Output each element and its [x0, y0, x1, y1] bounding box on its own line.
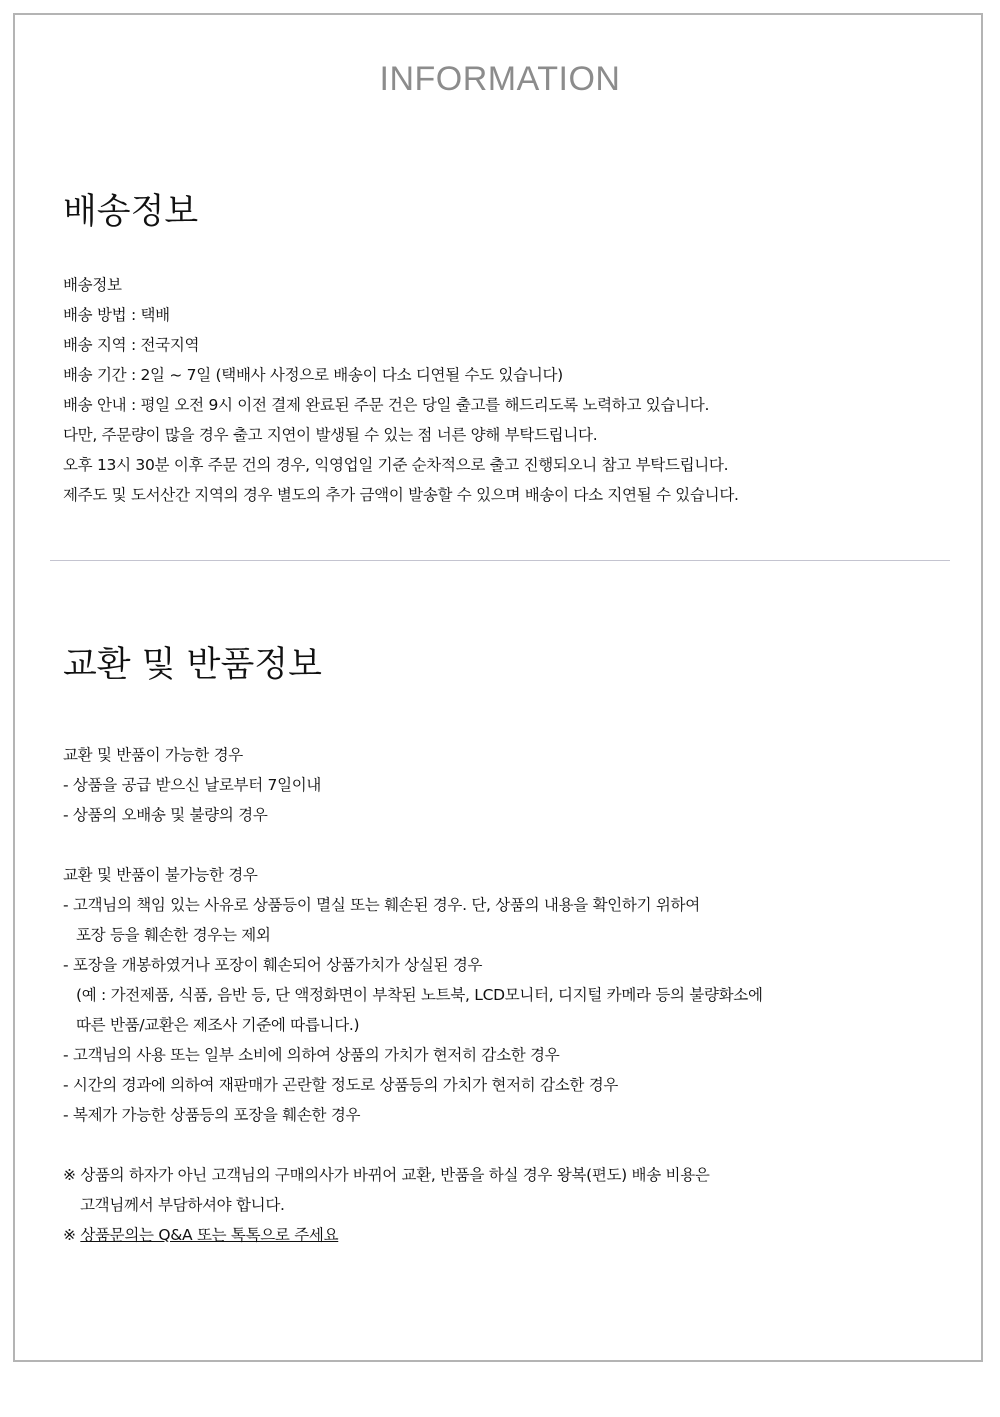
- exchange-impossible-title: 교환 및 반품이 불가능한 경우: [63, 866, 258, 884]
- list-item-continued: 따른 반품/교환은 제조사 기준에 따릅니다.): [76, 1016, 360, 1034]
- shipping-method: 배송 방법 : 택배: [63, 306, 170, 324]
- list-item: - 상품의 오배송 및 불량의 경우: [63, 806, 268, 824]
- shipping-guide: 배송 안내 : 평일 오전 9시 이전 결제 완료된 주문 건은 당일 출고를 해드리도록 노력하고 있습니다.: [63, 396, 710, 414]
- shipping-guide-delay: 다만, 주문량이 많을 경우 출고 지연이 발생될 수 있는 점 너른 양해 부탁드립니다.: [63, 426, 598, 444]
- list-item-continued: (예 : 가전제품, 식품, 음반 등, 단 액정화면이 부착된 노트북, LCD모니터, 디지털 카메라 등의 불량화소에: [76, 986, 763, 1004]
- exchange-info: [63, 740, 763, 1250]
- list-item: - 상품을 공급 받으신 날로부터 7일이내: [63, 776, 322, 794]
- list-item: - 고객님의 사용 또는 일부 소비에 의하여 상품의 가치가 현저히 감소한 경우: [63, 1046, 560, 1064]
- exchange-heading: 교환 및 반품정보: [63, 645, 322, 685]
- shipping-line: 배송정보: [63, 276, 122, 294]
- shipping-heading: 배송정보: [63, 192, 199, 232]
- list-item: - 고객님의 책임 있는 사유로 상품등이 멸실 또는 훼손된 경우. 단, 상품의 내용을 확인하기 위하여: [63, 896, 700, 914]
- note-shipping-cost: ※ 상품의 하자가 아닌 고객님의 구매의사가 바뀌어 교환, 반품을 하실 경우 왕복(편도) 배송 비용은: [63, 1166, 710, 1184]
- list-item: - 포장을 개봉하였거나 포장이 훼손되어 상품가치가 상실된 경우: [63, 956, 483, 974]
- shipping-area: 배송 지역 : 전국지역: [63, 336, 200, 354]
- exchange-possible-title: 교환 및 반품이 가능한 경우: [63, 746, 243, 764]
- shipping-guide-jeju: 제주도 및 도서산간 지역의 경우 별도의 추가 금액이 발송할 수 있으며 배송이 다소 지연될 수 있습니다.: [63, 486, 739, 504]
- list-item-continued: 포장 등을 훼손한 경우는 제외: [76, 926, 271, 944]
- note-inquiry: [63, 1220, 763, 1250]
- note-shipping-cost-continued: 고객님께서 부담하셔야 합니다.: [80, 1196, 285, 1214]
- inquiry-link[interactable]: 상품문의는 Q&A 또는 톡톡으로 주세요: [80, 1226, 339, 1244]
- page-title: INFORMATION: [379, 60, 621, 98]
- shipping-period: 배송 기간 : 2일 ~ 7일 (택배사 사정으로 배송이 다소 디연될 수도 있습니다): [63, 366, 563, 384]
- shipping-info: [63, 270, 739, 510]
- section-divider: [50, 560, 950, 561]
- note-inquiry-mark: ※: [63, 1226, 81, 1244]
- shipping-guide-afternoon: 오후 13시 30분 이후 주문 건의 경우, 익영업일 기준 순차적으로 출고 진행되오니 참고 부탁드립니다.: [63, 456, 729, 474]
- list-item: - 복제가 가능한 상품등의 포장을 훼손한 경우: [63, 1106, 361, 1124]
- list-item: - 시간의 경과에 의하여 재판매가 곤란할 정도로 상품등의 가치가 현저히 감소한 경우: [63, 1076, 619, 1094]
